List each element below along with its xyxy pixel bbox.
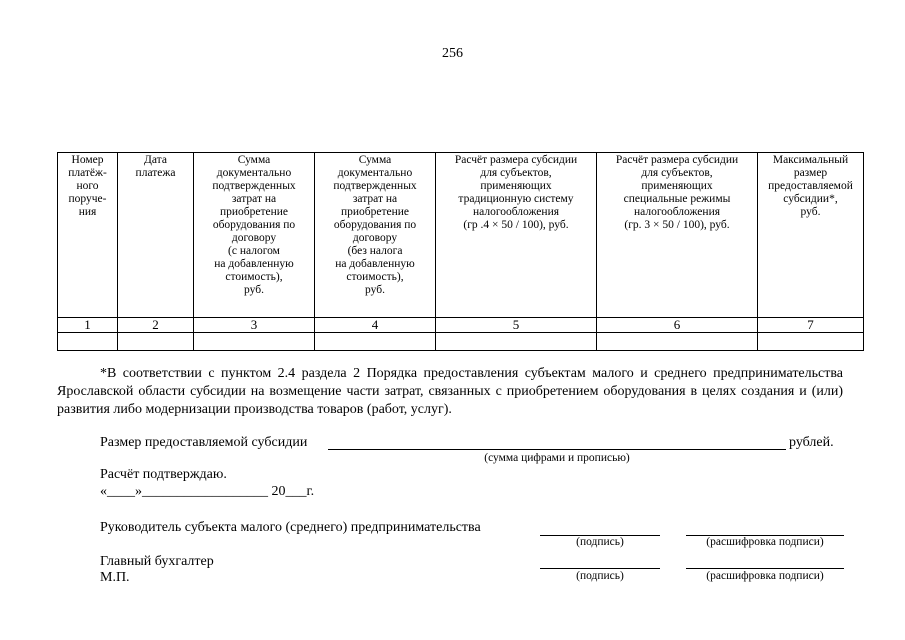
table-header-cell: Расчёт размера субсидии для субъектов, применяющих традиционную систему налогообложения (гр .4 × 50 / 100), руб. [436, 153, 597, 318]
subsidy-amount-label: Размер предоставляемой субсидии [100, 435, 308, 450]
head-decoding-caption: (расшифровка подписи) [706, 536, 824, 548]
table-header-cell: Расчёт размера субсидии для субъектов, применяющих специальные режимы налогообложения (гр. 3 × 50 / 100), руб. [597, 153, 758, 318]
table-row [58, 333, 864, 351]
table-header-row [58, 153, 864, 318]
table-cell [194, 333, 315, 351]
subsidy-calculation-table [57, 152, 864, 351]
subsidy-amount-caption: (сумма цифрами и прописью) [484, 452, 630, 464]
table-cell [118, 333, 194, 351]
accountant-signature-line[interactable] [540, 568, 660, 569]
accountant-decoding-line[interactable] [686, 568, 844, 569]
confirm-date-field[interactable]: «____»__________________ 20___г. [100, 484, 315, 499]
confirm-label: Расчёт подтверждаю. [100, 467, 227, 482]
accountant-label: Главный бухгалтер [100, 554, 214, 569]
table-cell [758, 333, 864, 351]
table-column-number-row [58, 318, 864, 333]
table-cell [597, 333, 758, 351]
stamp-label: М.П. [100, 570, 130, 585]
column-number-cell: 2 [118, 318, 194, 333]
table-cell [315, 333, 436, 351]
column-number-cell: 6 [597, 318, 758, 333]
column-number-cell: 4 [315, 318, 436, 333]
head-signature-label: Руководитель субъекта малого (среднего) предпринимательства [100, 520, 481, 535]
table-header-cell: Сумма документально подтвержденных затрат на приобретение оборудования по договору (без налога на добавленную стоимость), руб. [315, 153, 436, 318]
table-cell [436, 333, 597, 351]
column-number-cell: 5 [436, 318, 597, 333]
column-number-cell: 3 [194, 318, 315, 333]
page-number: 256 [442, 46, 463, 61]
table-header-cell: Дата платежа [118, 153, 194, 318]
accountant-decoding-caption: (расшифровка подписи) [706, 570, 824, 582]
accountant-signature-caption: (подпись) [576, 570, 624, 582]
subsidy-amount-field[interactable] [328, 449, 786, 450]
table-header-cell: Номер платёж- ного поруче- ния [58, 153, 118, 318]
column-number-cell: 7 [758, 318, 864, 333]
column-number-cell: 1 [58, 318, 118, 333]
table-cell [58, 333, 118, 351]
table-header-cell: Максимальный размер предоставляемой субсидии*, руб. [758, 153, 864, 318]
footnote: *В соответствии с пунктом 2.4 раздела 2 Порядка предоставления субъектам малого и среднего предпринимательства Ярославской области субсидии на возмещение части затрат, связанных с приобретением оборудования в целях создания и (или) развития либо модернизации производства товаров (работ, услуг). [57, 366, 843, 417]
subsidy-amount-unit: рублей. [789, 435, 834, 450]
head-signature-caption: (подпись) [576, 536, 624, 548]
table-header-cell: Сумма документально подтвержденных затрат на приобретение оборудования по договору (с налогом на добавленную стоимость), руб. [194, 153, 315, 318]
